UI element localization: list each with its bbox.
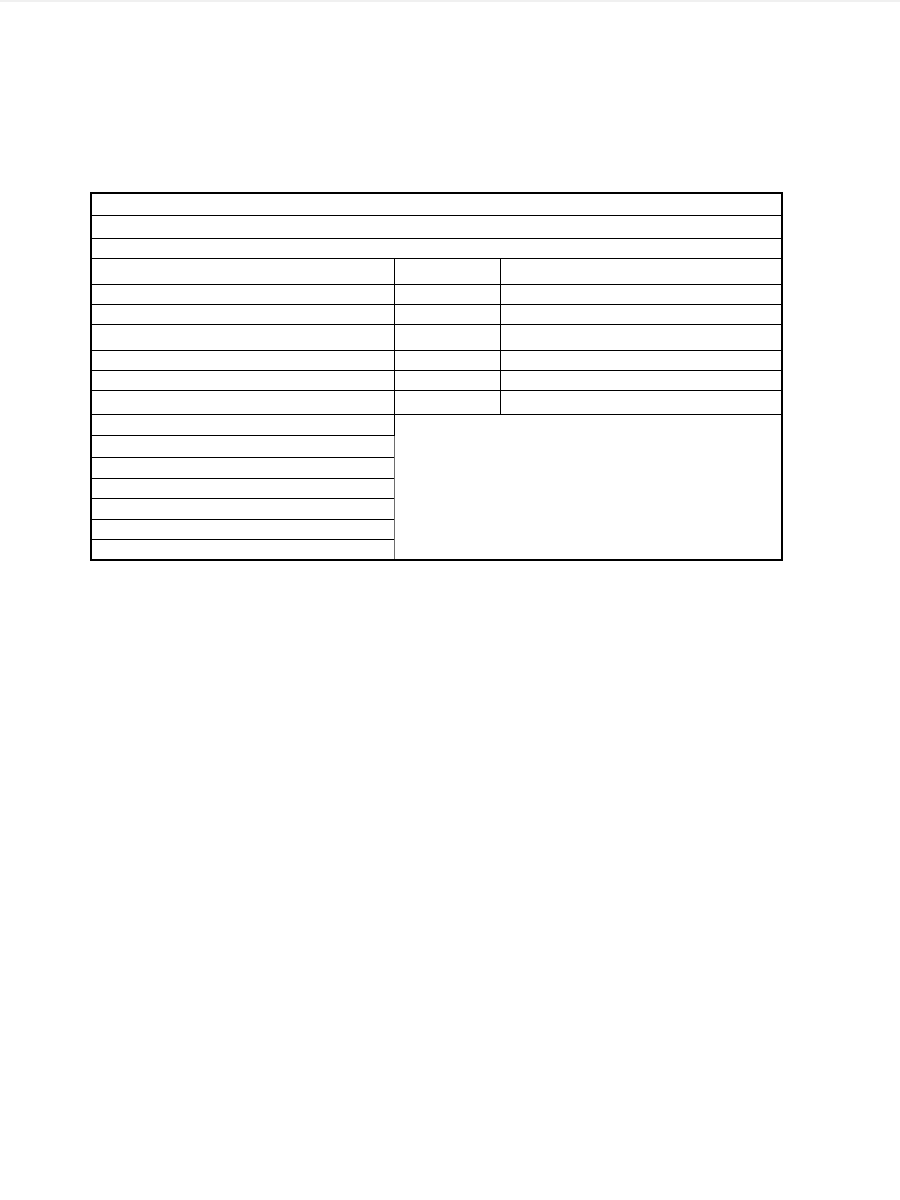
net-total-parent-value[interactable] xyxy=(500,391,782,415)
spacer-cell xyxy=(394,304,500,324)
table-row-student-id xyxy=(91,216,782,239)
total-expenses-label xyxy=(91,350,394,370)
expenses-heading-parent-cell[interactable] xyxy=(500,324,782,350)
table-row-net-total xyxy=(91,391,782,415)
household-blank-cell[interactable] xyxy=(91,478,394,499)
total-expenses-parent-value[interactable] xyxy=(500,350,782,370)
spacer-cell xyxy=(91,371,394,391)
table-row-column-headers xyxy=(91,258,782,284)
table-body xyxy=(91,193,782,284)
table-row-total-income xyxy=(91,284,782,304)
table-row-spacer-mid xyxy=(91,304,782,324)
net-total-student-value[interactable] xyxy=(394,391,500,415)
expenses-heading-student-cell[interactable] xyxy=(394,324,500,350)
total-income-label xyxy=(91,284,394,304)
table-row-spacer-bottom xyxy=(91,371,782,391)
spacer-cell xyxy=(91,304,394,324)
net-total-label xyxy=(91,391,394,415)
table-row-household-blank-1 xyxy=(91,415,782,436)
spacer-cell xyxy=(500,304,782,324)
household-size-note xyxy=(394,415,782,561)
spacer-cell xyxy=(91,238,782,258)
total-expenses-student-value[interactable] xyxy=(394,350,500,370)
total-income-parent-value[interactable] xyxy=(500,284,782,304)
total-income-student-value[interactable] xyxy=(394,284,500,304)
household-blank-cell[interactable] xyxy=(91,458,394,479)
expenses-heading xyxy=(91,324,394,350)
column-header-student xyxy=(394,258,500,284)
spacer-cell xyxy=(500,371,782,391)
household-blank-cell[interactable] xyxy=(91,540,394,561)
column-header-parent-spouse xyxy=(500,258,782,284)
table-row-total-expenses xyxy=(91,350,782,370)
table-row-expenses-heading xyxy=(91,324,782,350)
household-size-question[interactable] xyxy=(91,435,394,458)
household-blank-cell[interactable] xyxy=(91,499,394,520)
table-row-spacer-top xyxy=(91,238,782,258)
student-id-label[interactable] xyxy=(91,216,782,239)
student-name-label[interactable] xyxy=(91,193,782,216)
household-blank-cell[interactable] xyxy=(91,415,394,436)
household-blank-cell[interactable] xyxy=(91,519,394,540)
spacer-cell xyxy=(394,371,500,391)
table-row-student-name xyxy=(91,193,782,216)
student-budget-table xyxy=(90,192,783,561)
column-header-income-source xyxy=(91,258,394,284)
